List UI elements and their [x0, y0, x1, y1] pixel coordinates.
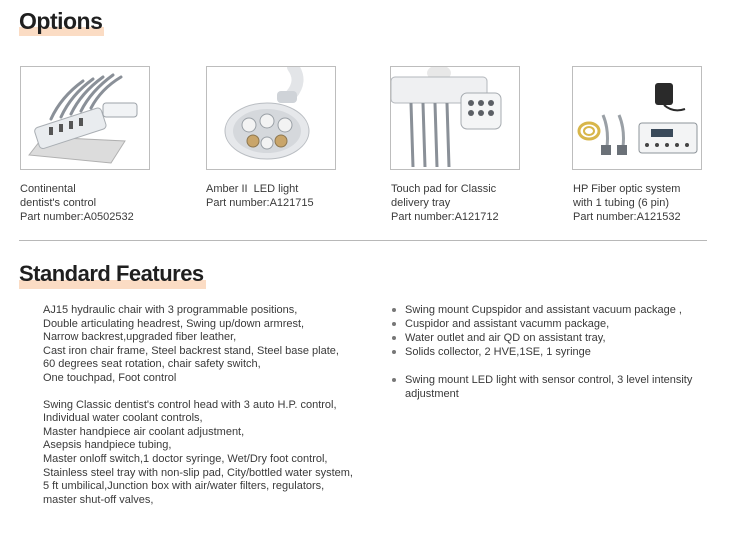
bullet-item — [390, 331, 710, 345]
option-caption-touch-pad — [391, 182, 531, 224]
bullet-text: Swing mount LED light with sensor control, 3 level intensity — [405, 374, 693, 386]
feature-line: Individual water coolant controls, — [43, 412, 203, 425]
feature-line: 5 ft umbilical,Junction box with air/water filters, regulators, — [43, 480, 325, 493]
bullet-item — [390, 303, 710, 317]
bullet-text: Water outlet and air QD on assistant tray, — [405, 332, 606, 344]
standard-features-right-column — [390, 303, 710, 401]
option-name-line: Amber II LED light — [206, 183, 299, 195]
option-name-line: dentist's control — [20, 197, 97, 209]
light-feature-list — [390, 373, 710, 401]
control-head-features-paragraph — [43, 399, 373, 508]
options-heading: Options — [19, 8, 103, 34]
option-part-number: Part number:A0502532 — [20, 211, 134, 223]
bullet-text: Solids collector, 2 HVE,1SE, 1 syringe — [405, 346, 591, 358]
option-name-line: Touch pad for Classic — [391, 183, 497, 195]
option-caption-fiber-optic — [573, 182, 713, 224]
fiber-optic-system-image — [572, 66, 702, 170]
bullet-text: Swing mount Cupspidor and assistant vacuum package , — [405, 304, 682, 316]
option-name-line: with 1 tubing (6 pin) — [573, 197, 669, 209]
dentist-control-head-image — [20, 66, 150, 170]
bullet-text: Cuspidor and assistant vacumm package, — [405, 318, 610, 330]
option-caption-led-light — [206, 182, 346, 210]
bullet-item — [390, 345, 710, 359]
bullet-text: adjustment — [405, 388, 459, 400]
feature-line: Cast iron chair frame, Steel backrest stand, Steel base plate, — [43, 344, 339, 357]
feature-line: One touchpad, Foot control — [43, 371, 177, 384]
bullet-item — [390, 373, 710, 401]
feature-line: Swing Classic dentist's control head with 3 auto H.P. control, — [43, 398, 337, 411]
feature-line: Stainless steel tray with non-slip pad, City/bottled water system, — [43, 466, 353, 479]
standard-features-left-column — [43, 304, 373, 520]
option-part-number: Part number:A121532 — [573, 211, 681, 223]
option-name-line: HP Fiber optic system — [573, 183, 681, 195]
option-name-line: delivery tray — [391, 197, 451, 209]
standard-features-heading: Standard Features — [19, 259, 206, 289]
feature-line: Double articulating headrest, Swing up/down armrest, — [43, 317, 305, 330]
option-part-number: Part number:A121715 — [206, 197, 314, 209]
led-light-image — [206, 66, 336, 170]
feature-line: Asepsis handpiece tubing, — [43, 439, 172, 452]
section-divider — [19, 240, 707, 241]
feature-line: Narrow backrest,upgraded fiber leather, — [43, 331, 237, 344]
option-name-line: Continental — [20, 183, 76, 195]
feature-line: Master onloff switch,1 doctor syringe, Wet/Dry foot control, — [43, 452, 328, 465]
touch-pad-tray-image — [390, 66, 520, 170]
feature-line: AJ15 hydraulic chair with 3 programmable positions, — [43, 304, 298, 316]
bullet-item — [390, 317, 710, 331]
feature-line: 60 degrees seat rotation, chair safety switch, — [43, 358, 261, 371]
chair-features-paragraph — [43, 304, 373, 386]
option-caption-dentist-control — [20, 182, 160, 224]
feature-line: Master handpiece air coolant adjustment, — [43, 425, 245, 438]
assistant-package-list — [390, 303, 710, 359]
feature-line: master shut-off valves, — [43, 493, 154, 506]
option-part-number: Part number:A121712 — [391, 211, 499, 223]
